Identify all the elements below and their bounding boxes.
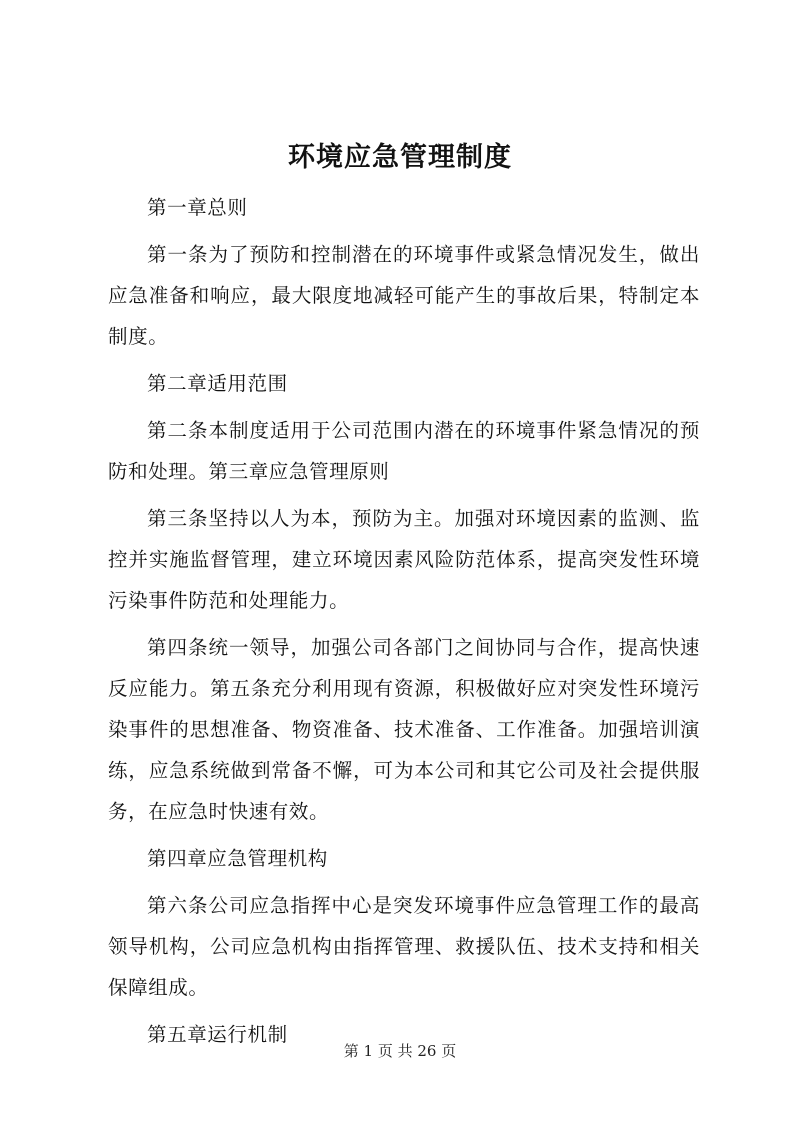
article-2: 第二条本制度适用于公司范围内潜在的环境事件紧急情况的预防和处理。第三章应急管理原则 bbox=[108, 419, 700, 483]
article-6: 第六条公司应急指挥中心是突发环境事件应急管理工作的最高领导机构，公司应急机构由指挥管理、救援队伍、技术支持和相关保障组成。 bbox=[108, 894, 700, 999]
article-1: 第一条为了预防和控制潜在的环境事件或紧急情况发生，做出应急准备和响应，最大限度地减轻可能产生的事故后果，特制定本制度。 bbox=[108, 243, 700, 348]
article-4-5: 第四条统一领导，加强公司各部门之间协同与合作，提高快速反应能力。第五条充分利用现有资源，积极做好应对突发性环境污染事件的思想准备、物资准备、技术准备、工作准备。加强培训演练，应急系统做到常备不懈，可为本公司和其它公司及社会提供服务，在应急时快速有效。 bbox=[108, 636, 700, 823]
chapter-heading-4: 第四章应急管理机构 bbox=[147, 847, 328, 870]
page-footer: 第 1 页 共 26 页 bbox=[343, 1042, 457, 1060]
document-title: 环境应急管理制度 bbox=[288, 142, 512, 173]
document-body bbox=[108, 187, 700, 1061]
article-3: 第三条坚持以人为本，预防为主。加强对环境因素的监测、监控并实施监督管理，建立环境因素风险防范体系，提高突发性环境污染事件防范和处理能力。 bbox=[108, 507, 700, 612]
chapter-heading-1: 第一章总则 bbox=[147, 196, 248, 219]
chapter-heading-5: 第五章运行机制 bbox=[147, 1023, 288, 1046]
chapter-heading-2: 第二章适用范围 bbox=[147, 372, 288, 395]
